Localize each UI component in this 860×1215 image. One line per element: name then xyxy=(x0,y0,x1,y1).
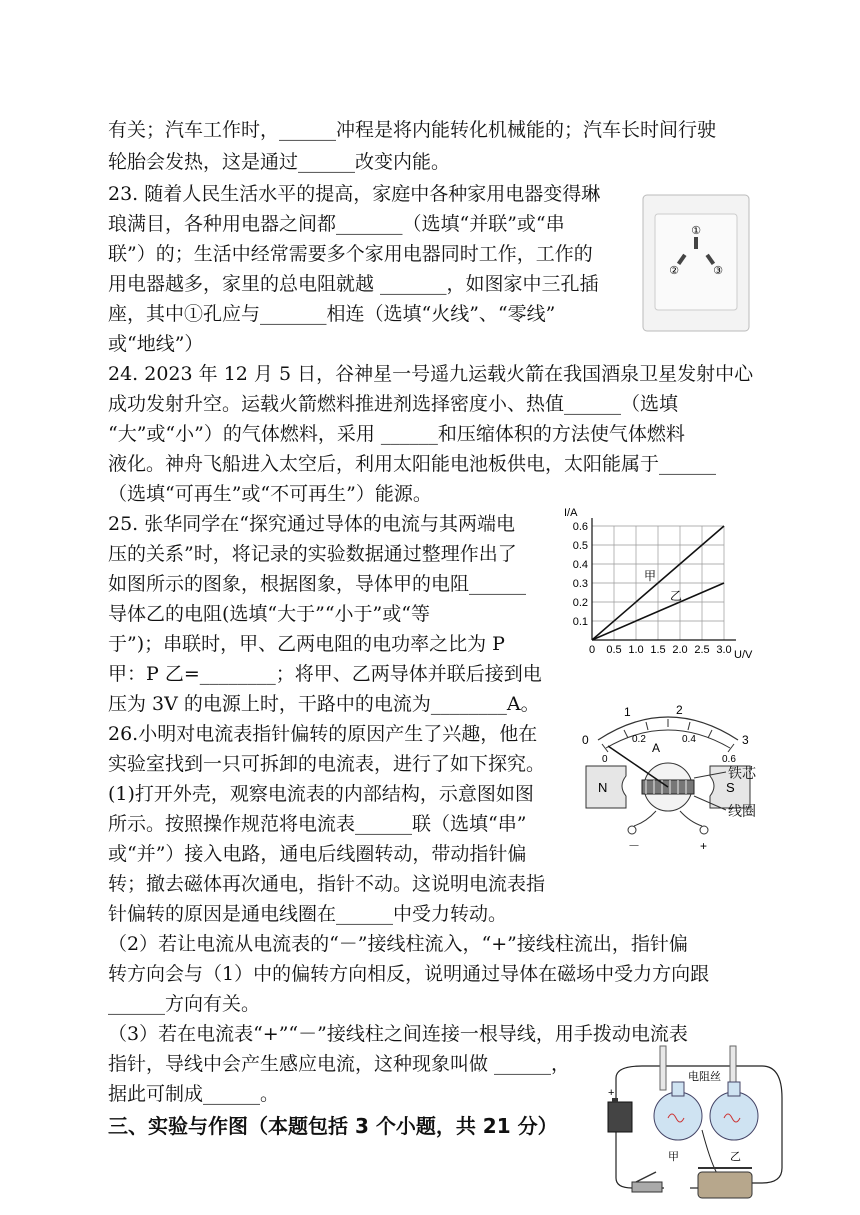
switch xyxy=(632,1182,662,1192)
socket-hole-3-label: ③ xyxy=(713,265,723,277)
scale-bottom-1: 0.2 xyxy=(632,734,646,745)
rheostat xyxy=(698,1172,752,1198)
y-tick-label: 0.3 xyxy=(572,578,588,590)
q25-line-7: 压为 3V 的电源上时，干路中的电流为________A。 xyxy=(108,693,540,715)
q25-line-1: 25. 张华同学在“探究通过导体的电流与其两端电 xyxy=(108,513,515,535)
q24-line-1: 24. 2023 年 12 月 5 日，谷神星一号遥九运载火箭在我国酒泉卫星发射中心 xyxy=(108,363,754,385)
q26-line-5: 或“并”）接入电路，通电后线圈转动，带动指针偏 xyxy=(108,843,527,865)
magnet-n-label: N xyxy=(598,780,608,795)
battery xyxy=(608,1102,632,1132)
battery-plus: + xyxy=(608,1087,615,1099)
q24-line-3: “大”或“小”）的气体燃料，采用 ______和压缩体积的方法使气体燃料 xyxy=(108,423,685,445)
q23-line-4: 用电器越多，家里的总电阻就越 _______，如图家中三孔插 xyxy=(108,273,599,295)
socket-figure xyxy=(642,194,750,332)
label-coil: 线圈 xyxy=(728,804,756,820)
scale-bottom-3: 0.6 xyxy=(722,754,736,765)
x-tick-label: 0 xyxy=(588,644,596,656)
q26-line-8: （2）若让电流从电流表的“－”接线柱流入，“+”接线柱流出，指针偏 xyxy=(108,933,688,955)
q24-line-2: 成功发射升空。运载火箭燃料推进剂选择密度小、热值______（选填 xyxy=(108,393,679,415)
y-tick-label: 0.1 xyxy=(572,616,588,628)
q24-line-5: （选填“可再生”或“不可再生”）能源。 xyxy=(108,483,432,505)
flask-yi xyxy=(710,1092,758,1140)
q25-line-3: 如图所示的图象，根据图象，导体甲的电阻______ xyxy=(108,573,527,595)
q26-line-4: 所示。按照操作规范将电流表______联（选填“串” xyxy=(108,813,527,835)
iu-chart xyxy=(562,502,753,662)
q26-line-3: (1)打开外壳，观察电流表的内部结构，示意图如图 xyxy=(108,783,534,805)
terminal-minus-label: － xyxy=(628,839,641,853)
terminal-plus-label: + xyxy=(700,839,708,853)
y-tick-label: 0.4 xyxy=(572,559,588,571)
y-tick-label: 0.6 xyxy=(572,521,588,533)
series-label-yi: 乙 xyxy=(670,589,683,603)
chart-xlabel: U/V xyxy=(734,649,753,661)
socket-hole-2-label: ② xyxy=(669,265,679,277)
q25-line-2: 压的关系”时，将记录的实验数据通过整理作出了 xyxy=(108,543,517,565)
q26-line-13: 据此可制成______。 xyxy=(108,1083,280,1105)
series-label-jia: 甲 xyxy=(644,569,657,583)
flask-jia xyxy=(654,1092,702,1140)
q26-line-9: 转方向会与（1）中的偏转方向相反，说明通过导体在磁场中受力方向跟 xyxy=(108,963,710,985)
q25-line-4: 导体乙的电阻(选填“大于”“小于”或“等 xyxy=(108,603,430,625)
q23-line-2: 琅满目，各种用电器之间都_______（选填“并联”或“串 xyxy=(108,213,565,235)
x-tick-label: 1.5 xyxy=(650,644,666,656)
q22-line-1: 有关；汽车工作时，______冲程是将内能转化机械能的；汽车长时间行驶 xyxy=(108,119,717,141)
q23-line-5: 座，其中①孔应与_______相连（选填“火线”、“零线” xyxy=(108,303,556,325)
scale-bottom-2: 0.4 xyxy=(682,734,696,745)
section-title: 三、实验与作图（本题包括 3 个小题，共 21 分） xyxy=(108,1114,558,1138)
scale-top-0: 0 xyxy=(582,733,589,747)
q26-line-11: （3）若在电流表“+”“－”接线柱之间连接一根导线，用手拨动电流表 xyxy=(108,1023,688,1045)
x-tick-label: 1.0 xyxy=(628,644,644,656)
label-iron-core: 铁芯 xyxy=(728,766,756,782)
q23-line-1: 23. 随着人民生活水平的提高，家庭中各种家用电器变得琳 xyxy=(108,183,601,205)
label-wire: 电阻丝 xyxy=(688,1071,721,1083)
scale-bottom-0: 0 xyxy=(602,754,608,765)
circuit-figure xyxy=(602,1038,788,1208)
x-tick-label: 2.0 xyxy=(672,644,688,656)
y-tick-label: 0.5 xyxy=(572,540,588,552)
label-jia: 甲 xyxy=(668,1151,679,1163)
q26-line-12: 指针，导线中会产生感应电流，这种现象叫做 ______， xyxy=(108,1053,571,1075)
q26-line-2: 实验室找到一只可拆卸的电流表，进行了如下探究。 xyxy=(108,753,546,775)
terminal-plus xyxy=(700,826,708,834)
q22-line-2: 轮胎会发热，这是通过______改变内能。 xyxy=(108,151,451,173)
chart-ylabel: I/A xyxy=(564,507,578,519)
socket-hole-1 xyxy=(694,237,698,249)
q25-line-6: 甲：P 乙=________；将甲、乙两导体并联后接到电 xyxy=(108,663,542,685)
y-tick-label: 0.2 xyxy=(572,597,588,609)
q23-line-3: 联”）的；生活中经常需要多个家用电器同时工作，工作的 xyxy=(108,243,593,265)
scale-top-1: 1 xyxy=(624,705,631,719)
q26-line-10: ______方向有关。 xyxy=(108,993,261,1015)
x-tick-label: 3.0 xyxy=(716,644,732,656)
scale-top-3: 3 xyxy=(742,733,749,747)
q26-line-6: 转；撤去磁体再次通电，指针不动。这说明电流表指 xyxy=(108,873,546,895)
q26-line-7: 针偏转的原因是通电线圈在______中受力转动。 xyxy=(108,903,508,925)
unit-a: A xyxy=(652,741,661,755)
terminal-minus xyxy=(628,826,636,834)
socket-hole-1-label: ① xyxy=(691,225,701,237)
scale-top-2: 2 xyxy=(676,703,683,717)
q23-line-6: 或“地线”） xyxy=(108,333,204,355)
x-tick-label: 2.5 xyxy=(694,644,710,656)
x-tick-label: 0.5 xyxy=(606,644,622,656)
label-yi: 乙 xyxy=(730,1151,741,1163)
magnet-s-label: S xyxy=(726,780,735,795)
q26-line-1: 26.小明对电流表指针偏转的原因产生了兴趣，他在 xyxy=(108,723,538,745)
q24-line-4: 液化。神舟飞船进入太空后，利用太阳能电池板供电，太阳能属于______ xyxy=(108,453,717,475)
q25-line-5: 于”)；串联时，甲、乙两电阻的电功率之比为 P xyxy=(108,633,505,655)
